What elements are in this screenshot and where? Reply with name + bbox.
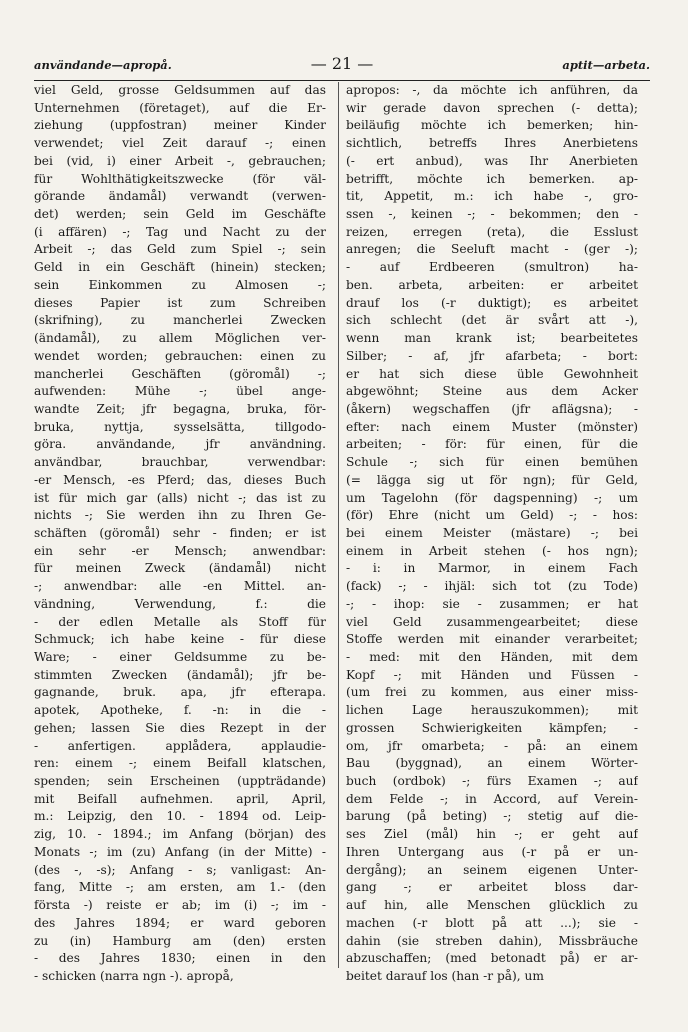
text-line: vändning, Verwendung, f.: die bbox=[34, 596, 326, 611]
text-line: Unternehmen (företaget), auf die Er- bbox=[34, 100, 326, 115]
text-line: barung (på beting) -; stetig auf die- bbox=[346, 809, 638, 824]
text-line: sichtlich, betreffs Ihres Anerbietens bbox=[346, 136, 638, 151]
text-line: om, jfr omarbeta; - på: an einem bbox=[346, 738, 638, 753]
text-line: grossen Schwierigkeiten kämpfen; - bbox=[346, 720, 638, 735]
text-line: m.: Leipzig, den 10. - 1894 od. Leip- bbox=[34, 809, 326, 824]
column-divider bbox=[338, 82, 339, 968]
text-line: - anfertigen. applådera, applaudie- bbox=[34, 738, 326, 753]
text-line: (ändamål), zu allem Möglichen ver- bbox=[34, 331, 326, 346]
text-line: lichen Lage herauszukommen); mit bbox=[346, 703, 638, 718]
text-line: gagnande, bruk. apa, jfr efterapa. bbox=[34, 685, 326, 700]
text-line: (skrifning), zu mancherlei Zwecken bbox=[34, 313, 326, 328]
text-line: tit, Appetit, m.: ich habe -, gro- bbox=[346, 189, 638, 204]
text-line: viel Geld zusammengearbeitet; diese bbox=[346, 614, 638, 629]
text-line: des Jahres 1894; er ward geboren bbox=[34, 915, 326, 930]
text-line: reizen, erregen (reta), die Esslust bbox=[346, 224, 638, 239]
text-line: wandte Zeit; jfr begagna, bruka, för- bbox=[34, 401, 326, 416]
running-head-right: aptit—arbeta. bbox=[562, 58, 650, 72]
text-line: wir gerade davon sprechen (- detta); bbox=[346, 100, 638, 115]
text-line: - auf Erdbeeren (smultron) ha- bbox=[346, 260, 638, 275]
right-column bbox=[346, 82, 638, 986]
left-column bbox=[34, 82, 326, 986]
text-line: apotek, Apotheke, f. -n: in die - bbox=[34, 703, 326, 718]
text-line: nichts -; Sie werden ihn zu Ihren Ge- bbox=[34, 508, 326, 523]
text-line: - der edlen Metalle als Stoff für bbox=[34, 614, 326, 629]
text-line: Ihren Untergang aus (-r på er un- bbox=[346, 844, 638, 859]
text-line: schäften (göromål) sehr - finden; er ist bbox=[34, 525, 326, 540]
text-line: Ware; - einer Geldsumme zu be- bbox=[34, 650, 326, 664]
text-line: (åkern) wegschaffen (jfr aflägsna); - bbox=[346, 401, 638, 416]
text-line: um Tagelohn (för dagspenning) -; um bbox=[346, 490, 638, 505]
text-line: ren: einem -; einem Beifall klatschen, bbox=[34, 756, 326, 771]
text-line: anregen; die Seeluft macht - (ger -); bbox=[346, 242, 638, 257]
text-line: machen (-r blott på att ...); sie - bbox=[346, 915, 638, 930]
text-line: beiläufig möchte ich bemerken; hin- bbox=[346, 118, 638, 133]
text-line: -; - ihop: sie - zusammen; er hat bbox=[346, 596, 638, 611]
text-line: gang -; er arbeitet bloss dar- bbox=[346, 880, 638, 895]
text-line: abgewöhnt; Steine aus dem Acker bbox=[346, 384, 638, 399]
text-line: wendet worden; gebrauchen: einen zu bbox=[34, 348, 326, 363]
text-line: ein sehr -er Mensch; anwendbar: bbox=[34, 543, 326, 558]
running-head-left: användande—apropå. bbox=[34, 58, 172, 72]
text-line: (des -, -s); Anfang - s; vanligast: An- bbox=[34, 862, 326, 877]
text-line: aufwenden: Mühe -; übel ange- bbox=[34, 384, 326, 399]
text-line: viel Geld, grosse Geldsummen auf das bbox=[34, 83, 326, 97]
text-line: dergång); an seinem eigenen Unter- bbox=[346, 862, 638, 877]
text-line: (för) Ehre (nicht um Geld) -; - hos: bbox=[346, 508, 638, 523]
text-line: bei (vid, i) einer Arbeit -, gebrauchen; bbox=[34, 153, 326, 168]
text-line: det) werden; sein Geld im Geschäfte bbox=[34, 207, 326, 222]
text-line: görande ändamål) verwandt (verwen- bbox=[34, 189, 326, 204]
text-line: ssen -, keinen -; - bekommen; den - bbox=[346, 207, 638, 222]
text-line: - med: mit den Händen, mit dem bbox=[346, 650, 638, 664]
text-line: - des Jahres 1830; einen in den bbox=[34, 951, 326, 966]
text-line: -; anwendbar: alle -en Mittel. an- bbox=[34, 579, 326, 594]
text-line: er hat sich diese üble Gewohnheit bbox=[346, 366, 638, 381]
text-line: första -) reiste er ab; im (i) -; im - bbox=[34, 898, 326, 913]
text-line: användbar, brauchbar, verwendbar: bbox=[34, 455, 326, 470]
page-number: — 21 — bbox=[310, 54, 374, 73]
text-line: drauf los (-r duktigt); es arbeitet bbox=[346, 295, 638, 310]
text-line: für Wohlthätigkeitszwecke (för väl- bbox=[34, 171, 326, 186]
text-line: gehen; lassen Sie dies Rezept in der bbox=[34, 720, 326, 735]
text-line: - i: in Marmor, in einem Fach bbox=[346, 561, 638, 576]
text-line: - schicken (narra ngn -). apropå, bbox=[34, 968, 234, 983]
text-line: göra. användande, jfr användning. bbox=[34, 437, 326, 452]
text-line: arbeiten; - för: für einen, für die bbox=[346, 437, 638, 452]
text-line: Arbeit -; das Geld zum Spiel -; sein bbox=[34, 242, 326, 257]
text-line: verwendet; viel Zeit darauf -; einen bbox=[34, 136, 326, 151]
text-line: apropos: -, da möchte ich anführen, da bbox=[346, 83, 638, 97]
text-line: Bau (byggnad), an einem Wörter- bbox=[346, 756, 638, 771]
text-line: abzuschaffen; (med betonadt på) er ar- bbox=[346, 951, 638, 966]
text-line: wenn man krank ist; bearbeitetes bbox=[346, 331, 638, 346]
text-line: ziehung (uppfostran) meiner Kinder bbox=[34, 118, 326, 133]
text-line: buch (ordbok) -; fürs Examen -; auf bbox=[346, 774, 638, 789]
text-line: (um frei zu kommen, aus einer miss- bbox=[346, 685, 638, 700]
text-line: zig, 10. - 1894.; im Anfang (början) des bbox=[34, 827, 326, 842]
text-line: dahin (sie streben dahin), Missbräuche bbox=[346, 933, 638, 948]
text-line: (- ert anbud), was Ihr Anerbieten bbox=[346, 153, 638, 168]
text-line: sein Einkommen zu Almosen -; bbox=[34, 277, 326, 292]
text-line: fang, Mitte -; am ersten, am 1.- (den bbox=[34, 880, 326, 895]
text-line: beitet darauf los (han -r på), um bbox=[346, 968, 544, 983]
page-header bbox=[34, 56, 650, 81]
text-line: einem in Arbeit stehen (- hos ngn); bbox=[346, 543, 638, 558]
text-line: Monats -; im (zu) Anfang (in der Mitte) - bbox=[34, 844, 326, 859]
text-line: mancherlei Geschäften (göromål) -; bbox=[34, 366, 326, 381]
text-line: stimmten Zwecken (ändamål); jfr be- bbox=[34, 667, 326, 682]
text-line: Schmuck; ich habe keine - für diese bbox=[34, 632, 326, 647]
text-line: Stoffe werden mit einander verarbeitet; bbox=[346, 632, 638, 647]
text-line: ist für mich gar (alls) nicht -; das ist zu bbox=[34, 490, 326, 505]
text-line: Geld in ein Geschäft (hinein) stecken; bbox=[34, 260, 326, 275]
text-line: spenden; sein Erscheinen (uppträdande) bbox=[34, 774, 326, 789]
text-line: dieses Papier ist zum Schreiben bbox=[34, 295, 326, 310]
text-line: bruka, nyttja, sysselsätta, tillgodo- bbox=[34, 419, 326, 434]
text-line: bei einem Meister (mästare) -; bei bbox=[346, 525, 638, 540]
text-line: (i affären) -; Tag und Nacht zu der bbox=[34, 224, 326, 239]
text-line: efter: nach einem Muster (mönster) bbox=[346, 419, 638, 434]
text-line: auf hin, alle Menschen glücklich zu bbox=[346, 898, 638, 913]
text-line: mit Beifall aufnehmen. april, April, bbox=[34, 791, 326, 806]
text-line: dem Felde -; in Accord, auf Verein- bbox=[346, 791, 638, 806]
text-line: sich schlecht (det är svårt att -), bbox=[346, 313, 638, 328]
text-line: für meinen Zweck (ändamål) nicht bbox=[34, 561, 326, 576]
text-line: Kopf -; mit Händen und Füssen - bbox=[346, 667, 638, 682]
text-line: Silber; - af, jfr afarbeta; - bort: bbox=[346, 348, 638, 363]
text-line: ben. arbeta, arbeiten: er arbeitet bbox=[346, 277, 638, 292]
text-line: ses Ziel (mål) hin -; er geht auf bbox=[346, 827, 638, 842]
text-line: zu (in) Hamburg am (den) ersten bbox=[34, 933, 326, 948]
text-line: (fack) -; - ihjäl: sich tot (zu Tode) bbox=[346, 579, 638, 594]
text-line: -er Mensch, -es Pferd; das, dieses Buch bbox=[34, 472, 326, 487]
text-line: Schule -; sich für einen bemühen bbox=[346, 455, 638, 470]
text-line: (= lägga sig ut för ngn); für Geld, bbox=[346, 472, 638, 487]
text-line: betrifft, möchte ich bemerken. ap- bbox=[346, 171, 638, 186]
